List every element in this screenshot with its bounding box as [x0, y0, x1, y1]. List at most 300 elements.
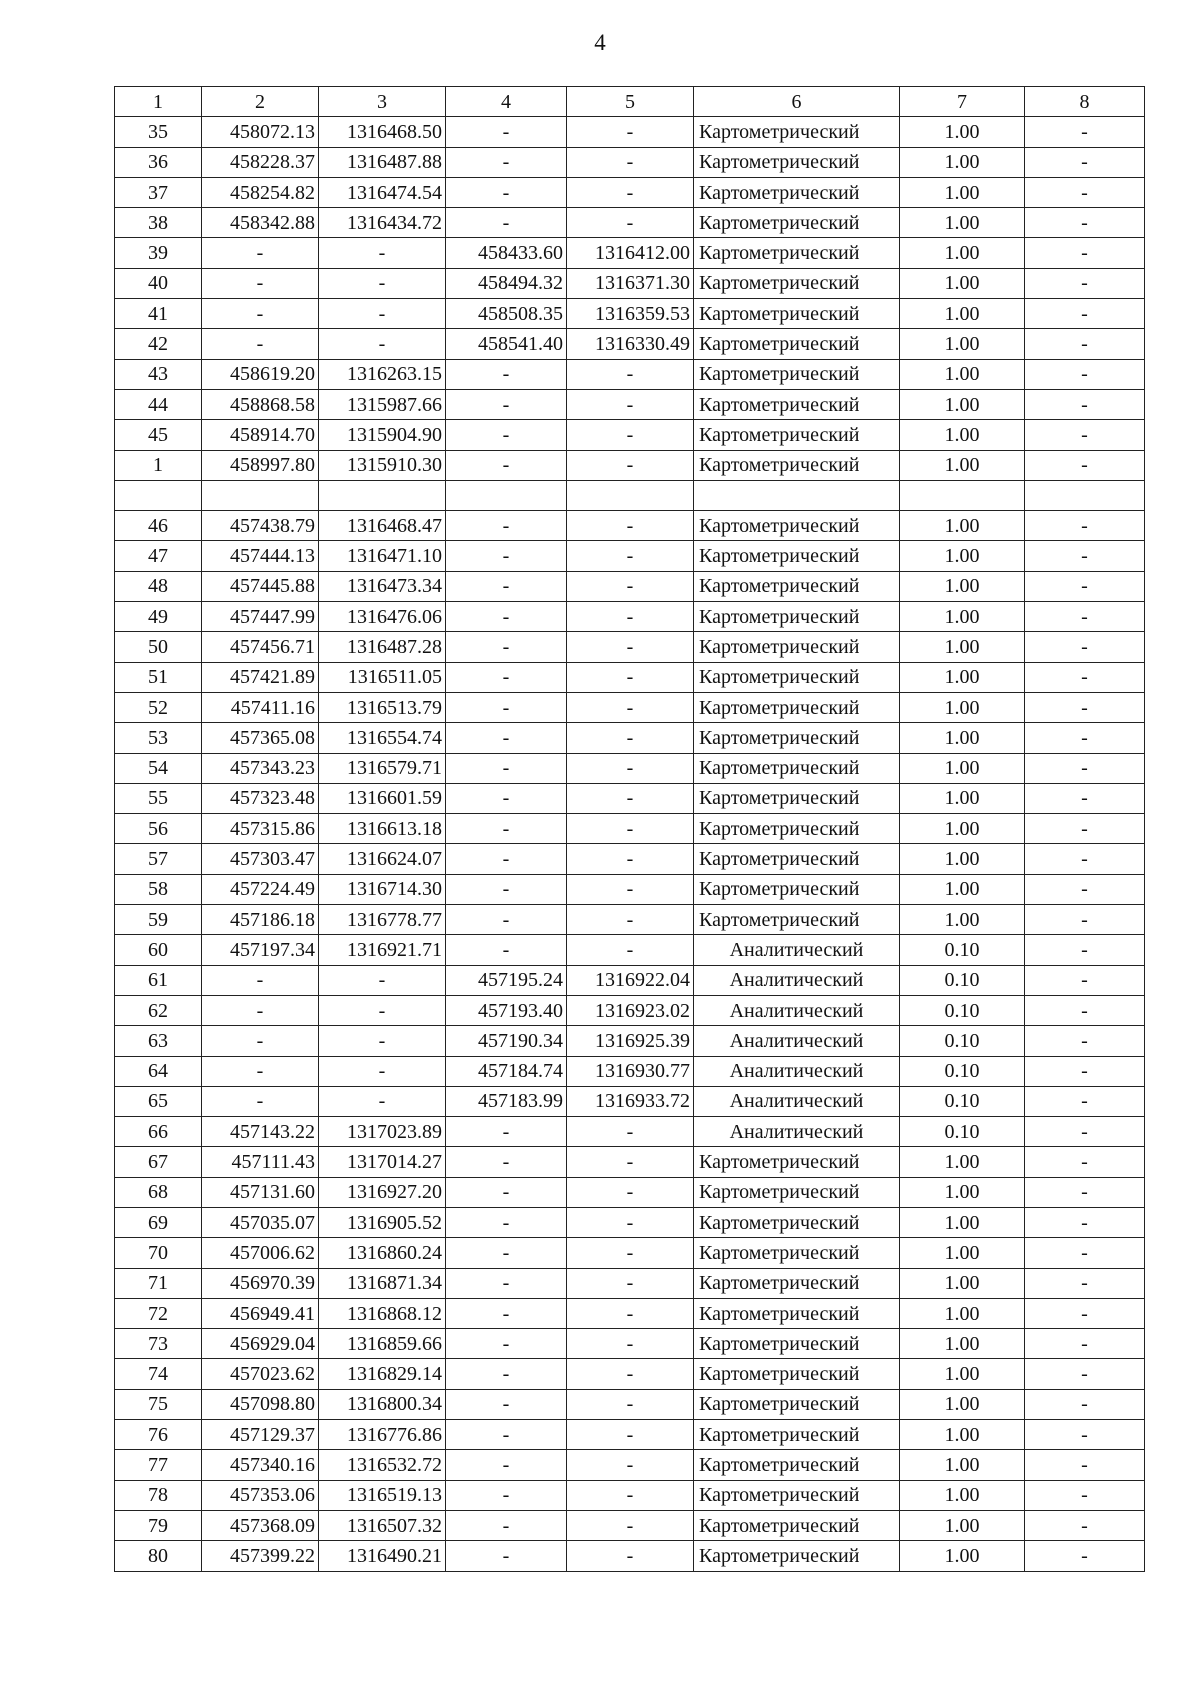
- table-cell: -: [202, 268, 319, 298]
- table-row: [115, 299, 1145, 329]
- table-cell: 64: [115, 1056, 202, 1086]
- table-cell: 78: [115, 1480, 202, 1510]
- table-cell: -: [446, 511, 567, 541]
- table-cell: 1.00: [900, 723, 1025, 753]
- table-cell: 1316513.79: [319, 692, 446, 722]
- table-cell: -: [567, 874, 694, 904]
- table-row: [115, 1147, 1145, 1177]
- table-cell: 1.00: [900, 389, 1025, 419]
- table-cell: 1.00: [900, 268, 1025, 298]
- table-cell: 1.00: [900, 420, 1025, 450]
- table-cell: 1.00: [900, 602, 1025, 632]
- table-cell: 1.00: [900, 511, 1025, 541]
- table-cell: 457315.86: [202, 814, 319, 844]
- table-cell: 1.00: [900, 632, 1025, 662]
- table-cell: 1.00: [900, 571, 1025, 601]
- column-header: 7: [900, 87, 1025, 117]
- table-cell: 1.00: [900, 753, 1025, 783]
- table-cell: -: [202, 299, 319, 329]
- table-cell: -: [446, 602, 567, 632]
- table-row: [115, 1207, 1145, 1237]
- table-cell: -: [1025, 783, 1145, 813]
- table-cell: -: [446, 147, 567, 177]
- table-cell: -: [446, 692, 567, 722]
- table-cell: -: [1025, 299, 1145, 329]
- table-cell: 48: [115, 571, 202, 601]
- table-cell: 73: [115, 1329, 202, 1359]
- table-cell: -: [446, 1450, 567, 1480]
- table-cell: Картометрический: [694, 177, 900, 207]
- table-cell: 1316923.02: [567, 995, 694, 1025]
- column-header: 4: [446, 87, 567, 117]
- table-cell: -: [567, 571, 694, 601]
- table-cell: 458619.20: [202, 359, 319, 389]
- table-cell: -: [446, 632, 567, 662]
- table-cell: -: [1025, 1086, 1145, 1116]
- table-cell: 54: [115, 753, 202, 783]
- table-cell: 53: [115, 723, 202, 753]
- table-cell: 80: [115, 1541, 202, 1571]
- table-cell: -: [446, 1329, 567, 1359]
- table-cell: -: [319, 299, 446, 329]
- table-cell: -: [567, 177, 694, 207]
- table-cell: -: [446, 723, 567, 753]
- table-cell: 79: [115, 1510, 202, 1540]
- table-cell: Картометрический: [694, 1147, 900, 1177]
- table-cell: 456970.39: [202, 1268, 319, 1298]
- table-row: [115, 1056, 1145, 1086]
- table-cell: -: [1025, 1480, 1145, 1510]
- table-cell: -: [1025, 450, 1145, 480]
- table-cell: Аналитический: [694, 1026, 900, 1056]
- table-row: [115, 935, 1145, 965]
- table-row: [115, 541, 1145, 571]
- table-cell: Картометрический: [694, 571, 900, 601]
- table-cell: 51: [115, 662, 202, 692]
- table-cell: -: [1025, 511, 1145, 541]
- table-cell: 68: [115, 1177, 202, 1207]
- table-cell: 457353.06: [202, 1480, 319, 1510]
- table-cell: 66: [115, 1117, 202, 1147]
- page-number: 4: [594, 30, 606, 55]
- table-cell: 458508.35: [446, 299, 567, 329]
- table-cell: Картометрический: [694, 905, 900, 935]
- table-cell: Аналитический: [694, 935, 900, 965]
- table-cell: 1.00: [900, 1268, 1025, 1298]
- table-cell: -: [1025, 359, 1145, 389]
- table-cell: Картометрический: [694, 632, 900, 662]
- table-cell: 1316476.06: [319, 602, 446, 632]
- table-row: [115, 420, 1145, 450]
- table-cell: 1316860.24: [319, 1238, 446, 1268]
- table-cell: Аналитический: [694, 965, 900, 995]
- table-cell: 457197.34: [202, 935, 319, 965]
- table-cell: Картометрический: [694, 1298, 900, 1328]
- table-cell: 1.00: [900, 1420, 1025, 1450]
- table-cell: Картометрический: [694, 1420, 900, 1450]
- table-cell: 63: [115, 1026, 202, 1056]
- table-cell: 1316511.05: [319, 662, 446, 692]
- table-cell: -: [1025, 1359, 1145, 1389]
- table-row: [115, 783, 1145, 813]
- table-cell: 36: [115, 147, 202, 177]
- table-cell: 42: [115, 329, 202, 359]
- table-cell: -: [1025, 1450, 1145, 1480]
- table-cell: Картометрический: [694, 1329, 900, 1359]
- table-cell: -: [1025, 723, 1145, 753]
- table-cell: 1.00: [900, 238, 1025, 268]
- table-cell: -: [567, 935, 694, 965]
- table-cell: 1315910.30: [319, 450, 446, 480]
- table-cell: 58: [115, 874, 202, 904]
- table-cell: -: [1025, 814, 1145, 844]
- table-cell: 75: [115, 1389, 202, 1419]
- table-cell: [900, 480, 1025, 510]
- table-cell: 1316925.39: [567, 1026, 694, 1056]
- table-cell: 1317023.89: [319, 1117, 446, 1147]
- table-cell: 457184.74: [446, 1056, 567, 1086]
- table-cell: 76: [115, 1420, 202, 1450]
- table-cell: 1316412.00: [567, 238, 694, 268]
- table-cell: -: [1025, 1389, 1145, 1419]
- table-cell: 1.00: [900, 329, 1025, 359]
- table-cell: 1316468.47: [319, 511, 446, 541]
- table-cell: 55: [115, 783, 202, 813]
- table-cell: 1316519.13: [319, 1480, 446, 1510]
- table-cell: -: [319, 965, 446, 995]
- table-cell: 71: [115, 1268, 202, 1298]
- table-cell: 1316800.34: [319, 1389, 446, 1419]
- table-cell: 1.00: [900, 450, 1025, 480]
- table-cell: 1316263.15: [319, 359, 446, 389]
- table-row: [115, 359, 1145, 389]
- table-cell: 57: [115, 844, 202, 874]
- table-cell: -: [567, 692, 694, 722]
- table-cell: -: [446, 874, 567, 904]
- table-cell: 1316473.34: [319, 571, 446, 601]
- table-row: [115, 874, 1145, 904]
- column-header: 2: [202, 87, 319, 117]
- table-cell: 1.00: [900, 874, 1025, 904]
- table-cell: 457006.62: [202, 1238, 319, 1268]
- table-cell: -: [567, 359, 694, 389]
- table-cell: Картометрический: [694, 1450, 900, 1480]
- table-cell: 61: [115, 965, 202, 995]
- table-row: [115, 1359, 1145, 1389]
- table-cell: [694, 480, 900, 510]
- table-cell: 457186.18: [202, 905, 319, 935]
- table-cell: 456949.41: [202, 1298, 319, 1328]
- table-cell: -: [567, 1359, 694, 1389]
- table-cell: -: [567, 1268, 694, 1298]
- table-cell: 1.00: [900, 1329, 1025, 1359]
- table-cell: 1.00: [900, 208, 1025, 238]
- table-cell: 1316468.50: [319, 117, 446, 147]
- table-header-row: [115, 87, 1145, 117]
- table-cell: -: [1025, 753, 1145, 783]
- table-cell: Картометрический: [694, 299, 900, 329]
- table-cell: 0.10: [900, 935, 1025, 965]
- table-cell: 457303.47: [202, 844, 319, 874]
- table-cell: -: [446, 753, 567, 783]
- table-cell: 1316933.72: [567, 1086, 694, 1116]
- table-cell: 1316507.32: [319, 1510, 446, 1540]
- table-row: [115, 480, 1145, 510]
- table-cell: [1025, 480, 1145, 510]
- table-cell: -: [446, 1510, 567, 1540]
- table-cell: 1316714.30: [319, 874, 446, 904]
- table-cell: -: [319, 1026, 446, 1056]
- table-cell: 457131.60: [202, 1177, 319, 1207]
- table-cell: 1.00: [900, 1480, 1025, 1510]
- table-cell: -: [1025, 1510, 1145, 1540]
- table-cell: -: [567, 753, 694, 783]
- table-cell: Картометрический: [694, 450, 900, 480]
- table-row: [115, 177, 1145, 207]
- table-cell: Картометрический: [694, 1359, 900, 1389]
- column-header: 6: [694, 87, 900, 117]
- table-cell: 1.00: [900, 299, 1025, 329]
- table-cell: 458254.82: [202, 177, 319, 207]
- table-cell: 1316778.77: [319, 905, 446, 935]
- table-cell: Картометрический: [694, 662, 900, 692]
- table-cell: 0.10: [900, 1056, 1025, 1086]
- table-cell: Картометрический: [694, 874, 900, 904]
- table-cell: Картометрический: [694, 389, 900, 419]
- table-cell: -: [567, 1238, 694, 1268]
- table-cell: Картометрический: [694, 783, 900, 813]
- table-cell: 1317014.27: [319, 1147, 446, 1177]
- table-cell: -: [1025, 208, 1145, 238]
- table-row: [115, 1420, 1145, 1450]
- table-cell: 1316434.72: [319, 208, 446, 238]
- table-cell: -: [1025, 177, 1145, 207]
- table-cell: -: [446, 783, 567, 813]
- table-cell: -: [567, 1177, 694, 1207]
- table-row: [115, 1086, 1145, 1116]
- table-row: [115, 844, 1145, 874]
- table-cell: -: [202, 965, 319, 995]
- table-cell: 457323.48: [202, 783, 319, 813]
- table-cell: -: [1025, 905, 1145, 935]
- table-cell: 1315904.90: [319, 420, 446, 450]
- table-cell: 1316871.34: [319, 1268, 446, 1298]
- table-cell: 47: [115, 541, 202, 571]
- table-cell: -: [1025, 389, 1145, 419]
- table-cell: 1316371.30: [567, 268, 694, 298]
- table-cell: 1.00: [900, 1541, 1025, 1571]
- table-cell: Картометрический: [694, 1389, 900, 1419]
- table-cell: 457111.43: [202, 1147, 319, 1177]
- table-row: [115, 1450, 1145, 1480]
- table-cell: -: [1025, 1026, 1145, 1056]
- table-cell: 1316927.20: [319, 1177, 446, 1207]
- table-cell: 1316601.59: [319, 783, 446, 813]
- table-cell: -: [567, 1510, 694, 1540]
- table-cell: 1316471.10: [319, 541, 446, 571]
- table-cell: 1.00: [900, 783, 1025, 813]
- table-cell: -: [1025, 965, 1145, 995]
- table-cell: 43: [115, 359, 202, 389]
- table-cell: 457421.89: [202, 662, 319, 692]
- table-cell: Картометрический: [694, 723, 900, 753]
- table-cell: -: [567, 1450, 694, 1480]
- table-cell: 458072.13: [202, 117, 319, 147]
- table-cell: 1316487.88: [319, 147, 446, 177]
- table-cell: -: [1025, 1420, 1145, 1450]
- table-cell: 50: [115, 632, 202, 662]
- column-header: 8: [1025, 87, 1145, 117]
- table-cell: 0.10: [900, 965, 1025, 995]
- table-cell: -: [1025, 117, 1145, 147]
- table-cell: -: [1025, 238, 1145, 268]
- table-cell: Картометрический: [694, 117, 900, 147]
- table-cell: -: [202, 1086, 319, 1116]
- table-cell: -: [1025, 147, 1145, 177]
- table-cell: 70: [115, 1238, 202, 1268]
- table-cell: 1316829.14: [319, 1359, 446, 1389]
- table-cell: [319, 480, 446, 510]
- table-cell: 35: [115, 117, 202, 147]
- table-row: [115, 692, 1145, 722]
- table-cell: -: [1025, 1207, 1145, 1237]
- table-cell: 458541.40: [446, 329, 567, 359]
- table-row: [115, 753, 1145, 783]
- table-cell: 1316922.04: [567, 965, 694, 995]
- table-cell: -: [567, 632, 694, 662]
- table-cell: -: [567, 723, 694, 753]
- table-cell: 457444.13: [202, 541, 319, 571]
- table-cell: -: [567, 1389, 694, 1419]
- table-cell: 65: [115, 1086, 202, 1116]
- table-cell: 1316490.21: [319, 1541, 446, 1571]
- table-cell: -: [567, 389, 694, 419]
- table-cell: Картометрический: [694, 1177, 900, 1207]
- table-cell: Картометрический: [694, 602, 900, 632]
- table-cell: Аналитический: [694, 1117, 900, 1147]
- table-cell: -: [446, 905, 567, 935]
- table-cell: 1.00: [900, 117, 1025, 147]
- table-cell: 457098.80: [202, 1389, 319, 1419]
- table-cell: -: [1025, 935, 1145, 965]
- table-row: [115, 995, 1145, 1025]
- table-cell: -: [446, 1207, 567, 1237]
- table-cell: 458997.80: [202, 450, 319, 480]
- table-cell: -: [1025, 602, 1145, 632]
- table-cell: 44: [115, 389, 202, 419]
- table-cell: -: [1025, 1268, 1145, 1298]
- table-cell: -: [446, 117, 567, 147]
- table-cell: -: [446, 1541, 567, 1571]
- table-cell: 0.10: [900, 1026, 1025, 1056]
- table-cell: Картометрический: [694, 147, 900, 177]
- table-cell: -: [1025, 1329, 1145, 1359]
- table-cell: 457129.37: [202, 1420, 319, 1450]
- table-cell: 1.00: [900, 359, 1025, 389]
- table-body: [115, 87, 1145, 1572]
- table-cell: 67: [115, 1147, 202, 1177]
- table-cell: 40: [115, 268, 202, 298]
- table-cell: Картометрический: [694, 692, 900, 722]
- table-row: [115, 389, 1145, 419]
- table-cell: -: [319, 268, 446, 298]
- table-row: [115, 814, 1145, 844]
- table-cell: 1.00: [900, 844, 1025, 874]
- table-cell: -: [446, 1238, 567, 1268]
- table-cell: 457195.24: [446, 965, 567, 995]
- table-cell: 1.00: [900, 147, 1025, 177]
- table-cell: -: [1025, 692, 1145, 722]
- table-cell: Картометрический: [694, 420, 900, 450]
- table-row: [115, 1117, 1145, 1147]
- table-cell: 1316859.66: [319, 1329, 446, 1359]
- table-row: [115, 1177, 1145, 1207]
- table-cell: -: [446, 1480, 567, 1510]
- table-row: [115, 571, 1145, 601]
- table-cell: 458868.58: [202, 389, 319, 419]
- table-cell: -: [1025, 329, 1145, 359]
- table-cell: 457023.62: [202, 1359, 319, 1389]
- table-cell: -: [446, 571, 567, 601]
- table-cell: 41: [115, 299, 202, 329]
- table-cell: -: [446, 935, 567, 965]
- table-cell: 37: [115, 177, 202, 207]
- table-cell: -: [446, 1420, 567, 1450]
- table-cell: 0.10: [900, 1117, 1025, 1147]
- table-row: [115, 238, 1145, 268]
- table-cell: 457445.88: [202, 571, 319, 601]
- table-cell: 38: [115, 208, 202, 238]
- table-cell: 1.00: [900, 692, 1025, 722]
- table-cell: 457224.49: [202, 874, 319, 904]
- table-cell: Картометрический: [694, 511, 900, 541]
- table-cell: Картометрический: [694, 814, 900, 844]
- table-cell: Картометрический: [694, 1238, 900, 1268]
- table-cell: Картометрический: [694, 208, 900, 238]
- table-row: [115, 1268, 1145, 1298]
- table-cell: 1: [115, 450, 202, 480]
- table-cell: 1.00: [900, 814, 1025, 844]
- table-cell: [202, 480, 319, 510]
- table-cell: 457343.23: [202, 753, 319, 783]
- table-cell: -: [1025, 662, 1145, 692]
- table-cell: 456929.04: [202, 1329, 319, 1359]
- table-cell: -: [567, 208, 694, 238]
- table-cell: -: [567, 541, 694, 571]
- column-header: 1: [115, 87, 202, 117]
- table-cell: -: [446, 1117, 567, 1147]
- table-cell: 457438.79: [202, 511, 319, 541]
- table-row: [115, 723, 1145, 753]
- table-cell: 39: [115, 238, 202, 268]
- table-cell: 457411.16: [202, 692, 319, 722]
- table-cell: Картометрический: [694, 753, 900, 783]
- table-cell: 458914.70: [202, 420, 319, 450]
- table-cell: -: [446, 541, 567, 571]
- table-cell: 72: [115, 1298, 202, 1328]
- table-cell: 457399.22: [202, 1541, 319, 1571]
- table-cell: 1316930.77: [567, 1056, 694, 1086]
- table-cell: Картометрический: [694, 268, 900, 298]
- table-row: [115, 905, 1145, 935]
- table-cell: -: [446, 1177, 567, 1207]
- table-cell: Картометрический: [694, 1541, 900, 1571]
- table-cell: -: [567, 147, 694, 177]
- table-cell: -: [446, 1268, 567, 1298]
- table-cell: [567, 480, 694, 510]
- table-cell: 0.10: [900, 1086, 1025, 1116]
- table-cell: -: [567, 511, 694, 541]
